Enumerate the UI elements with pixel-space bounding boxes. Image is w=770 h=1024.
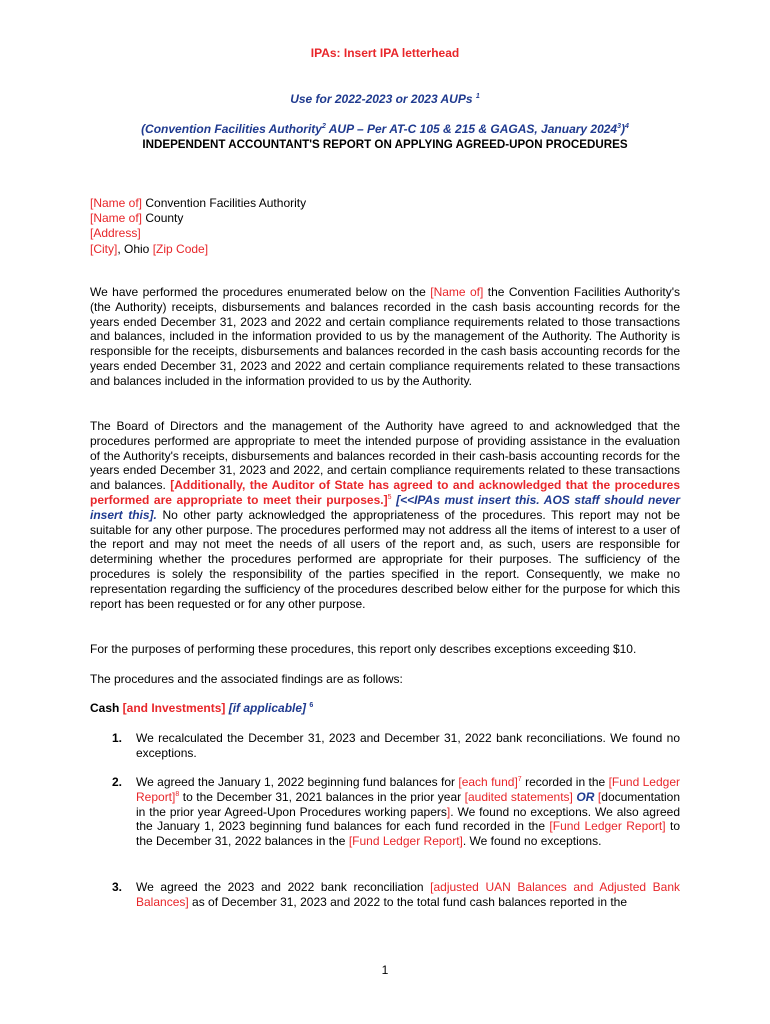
placeholder: [audited statements]	[464, 789, 573, 804]
placeholder: [and Investments]	[119, 701, 226, 715]
placeholder: [Fund Ledger Report]	[136, 775, 680, 804]
report-title-text: INDEPENDENT ACCOUNTANT'S REPORT ON APPLYING AGREED-UPON PROCEDURES	[142, 138, 628, 151]
list-number: 2.	[112, 775, 123, 789]
list-text-part: documentation in the prior year Agreed-Upon Procedures working papers	[136, 789, 680, 819]
use-for-line	[90, 92, 680, 106]
report-title	[90, 138, 680, 151]
list-text-part: to the December 31, 2021 balances in the prior year	[179, 789, 465, 804]
paragraph-text: the Convention Facilities Authority's (the Authority) receipts, disbursements and balances recorded in the cash basis accounting records for the years ended December 31, 2023 and 2022 and certain compliance requirements related to those transactions and balances, included in the information provided to us by the management of the Authority. The Authority is responsible for the receipts, disbursements and balances recorded in the cash basis accounting records for the years ended December 31, 2023 and 2022 and certain compliance requirements related to these transactions and balances included in the information provided to us by the Authority.	[90, 285, 680, 388]
paragraph-3	[90, 642, 680, 657]
paragraph-text: We have performed the procedures enumerated below on the	[90, 285, 431, 299]
list-item	[112, 880, 680, 910]
aup-text-c: )	[621, 122, 626, 136]
ipa-instruction-note: [<<IPAs must insert this. AOS staff should never insert this].	[90, 492, 681, 522]
address-line-3	[90, 226, 680, 241]
paragraph-text: No other party acknowledged the appropriateness of the procedures. This report may not be suitable for any other purpose. The procedures performed may not address all the items of interest to a user of the report and may not meet the needs of all users of the report and, as such, users are responsible for determining whether the procedures performed are appropriate for their purposes. The sufficiency of the procedures is solely the responsibility of the parties specified in the report. Consequently, we make no representation regarding the sufficiency of the procedures described below either for the purpose for which this report has been requested or for any other purpose.	[90, 507, 680, 611]
list-text-part: to the December 31, 2022 balances in the	[136, 819, 681, 849]
placeholder: [Zip Code]	[152, 241, 209, 256]
placeholder: [Name of]	[90, 211, 143, 226]
list-text	[136, 775, 680, 849]
address-block	[90, 196, 680, 257]
placeholder: ]	[446, 804, 451, 819]
address-line-1	[90, 196, 680, 211]
section-title: Cash	[90, 701, 120, 715]
list-text: We recalculated the December 31, 2023 and December 31, 2022 bank reconciliations. We found no exceptions.	[136, 731, 680, 760]
footnote-ref-3: 3	[617, 123, 622, 130]
aup-text-b: AUP – Per AT-C 105 & 215 & GAGAS, January 2024	[325, 122, 618, 136]
list-number: 3.	[112, 880, 123, 894]
paragraph-4	[90, 672, 680, 687]
placeholder-note: [if applicable]	[225, 701, 307, 715]
address-text: , Ohio	[117, 241, 153, 256]
letterhead-placeholder	[90, 46, 680, 60]
placeholder: [adjusted UAN Balances and Adjusted Bank Balances]	[136, 880, 680, 909]
footnote-ref-1: 1	[475, 93, 480, 100]
placeholder: [	[597, 789, 602, 804]
paragraph-1	[90, 285, 680, 389]
list-item	[112, 775, 680, 849]
placeholder: [Name of]	[430, 285, 484, 299]
placeholder: [Fund Ledger Report]	[549, 819, 666, 834]
list-item	[112, 731, 680, 761]
list-text-part: . We found no exceptions.	[462, 834, 602, 849]
paragraph-2	[90, 419, 680, 611]
paragraph-text: The Board of Directors and the management of the Authority have agreed to and acknowledged that the procedures performed are appropriate to meet the intended purpose of providing assistance in the evaluation of the Authority's receipts, disbursements and balances recorded in their cash-basis accounting records for the years ended December 31, 2023 and 2022, and certain compliance requirements related to these transactions and balances.	[90, 419, 680, 493]
list-text-part: We agreed the January 1, 2022 beginning fund balances for	[136, 775, 459, 789]
list-text-part: as of December 31, 2023 and 2022 to the total fund cash balances reported in the	[188, 894, 628, 909]
footnote-ref-7: 7	[517, 776, 522, 783]
or-note: OR	[572, 789, 598, 804]
footnote-ref-4: 4	[625, 123, 629, 130]
auditor-of-state-clause: [Additionally, the Auditor of State has agreed to and acknowledged that the procedures performed are appropriate to meet their purposes.]	[90, 478, 680, 507]
placeholder: [City]	[90, 241, 118, 256]
list-text-part: . We found no exceptions. We also agreed the January 1, 2023 beginning fund balances for each fund recorded in the	[136, 804, 680, 834]
footnote-ref-2: 2	[321, 123, 326, 130]
placeholder: [Address]	[90, 226, 141, 241]
list-text	[136, 880, 680, 910]
letterhead-text: IPAs: Insert IPA letterhead	[310, 46, 460, 60]
aup-text-a: (Convention Facilities Authority	[141, 122, 322, 136]
address-text: Convention Facilities Authority	[142, 196, 307, 210]
aup-line	[90, 122, 680, 136]
placeholder: [Name of]	[90, 196, 143, 210]
section-heading-cash	[90, 701, 680, 715]
footnote-ref-5: 5	[387, 493, 392, 501]
list-text-part: We agreed the 2023 and 2022 bank reconciliation	[136, 880, 431, 894]
address-line-4	[90, 242, 680, 257]
placeholder: [Fund Ledger Report]	[348, 834, 463, 849]
address-text: County	[142, 211, 184, 226]
address-line-2	[90, 211, 680, 226]
footnote-ref-8: 8	[175, 790, 180, 798]
use-for-text: Use for 2022-2023 or 2023 AUPs	[290, 92, 473, 106]
paragraph-text: For the purposes of performing these procedures, this report only describes exceptions exceeding $10.	[90, 642, 637, 656]
list-text-part: recorded in the	[521, 775, 609, 789]
paragraph-text: The procedures and the associated findings are as follows:	[90, 672, 403, 686]
list-number: 1.	[112, 731, 123, 745]
footnote-ref-6: 6	[309, 702, 314, 709]
placeholder: [each fund]	[458, 775, 518, 789]
page-number: 1	[381, 963, 389, 977]
